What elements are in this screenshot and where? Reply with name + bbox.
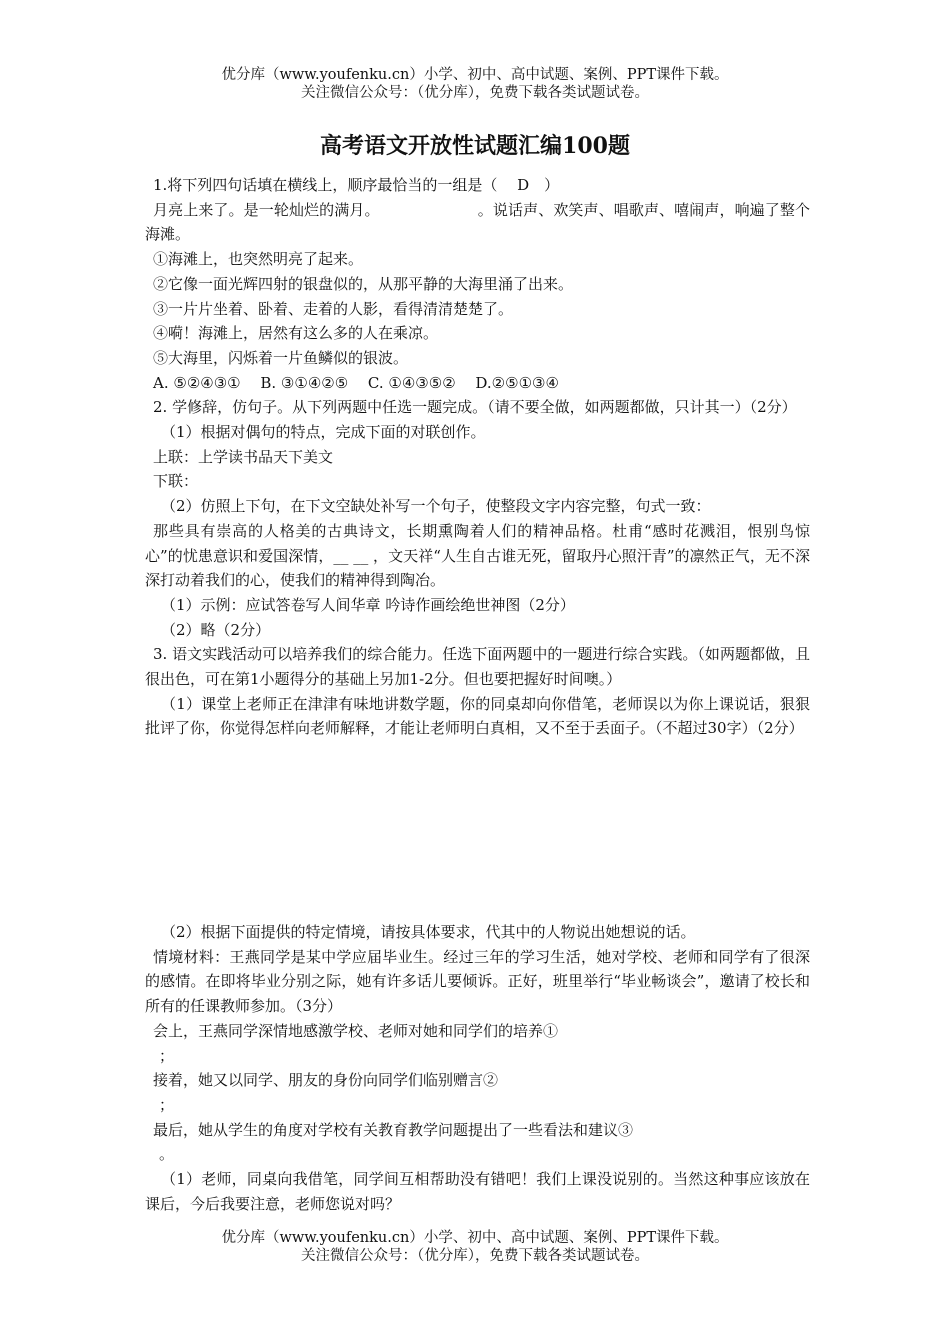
q2-answer-2: （2）略（2分） [161,620,271,639]
q1-option-4: ④嗬！海滩上，居然有这么多的人在乘凉。 [153,324,439,343]
page-footer [0,1229,950,1265]
q1-stem: 1.将下列四句话填在横线上，顺序最恰当的一组是（ D ） [153,176,560,194]
q2-answer-1: （1）示例：应试答卷写人间华章 吟诗作画绘绝世神图（2分） [161,595,575,614]
q3-material: 情境材料：王燕同学是某中学应届毕业生。经过三年的学习生活，她对学校、老师和同学有了很深的感情。在即将毕业分别之际，她有许多话儿要倾诉。正好，班里举行“毕业畅谈会”，邀请了校长和所有的任课教师参加。（3分） [145,947,810,1016]
q2-lower-couplet: 下联： [153,472,199,491]
q2-passage: 那些具有崇高的人格美的古典诗文，长期熏陶着人们的精神品格。杜甫“感时花溅泪，恨别鸟惊心”的忧患意识和爱国深情，__ __ ，文天祥“人生自古谁无死，留取丹心照汗青”的凛然正气，无不深深打动着我们的心，使我们的精神得到陶冶。 [145,521,810,590]
footer-line-2: 关注微信公众号：（优分库），免费下载各类试题试卷。 [301,1248,649,1264]
q2-sub2: （2）仿照上下句，在下文空缺处补写一个句子，使整段文字内容完整，句式一致： [161,497,711,516]
q3-sub1: （1）课堂上老师正在津津有味地讲数学题，你的同桌却向你借笔，老师误以为你上课说话，狠狠批评了你，你觉得怎样向老师解释，才能让老师明白真相，又不至于丢面子。（不超过30字）（2分） [145,694,810,738]
q1-option-1: ①海滩上，也突然明亮了起来。 [153,250,364,269]
q3-sub2: （2）根据下面提供的特定情境，请按具体要求，代其中的人物说出她想说的话。 [161,923,696,941]
header-line-2: 关注微信公众号：（优分库），免费下载各类试题试卷。 [301,85,649,101]
q1-passage: 月亮上来了。是一轮灿烂的满月。 。说话声、欢笑声、唱歌声、嘻闹声，响遍了整个海滩。 [145,200,810,244]
footer-line-1: 优分库（www.youfenku.cn）小学、初中、高中试题、案例、PPT课件下载。 [221,1230,729,1246]
q3-line-1: 会上，王燕同学深情地感激学校、老师对她和同学们的培养① [153,1021,559,1040]
q1-option-5: ⑤大海里，闪烁着一片鱼鳞似的银波。 [153,348,409,367]
page-header [0,66,950,102]
q3-line-3-end: 。 [159,1145,175,1164]
document-body-continued [145,920,810,1216]
document-title: 高考语文开放性试题汇编100题 [320,133,630,159]
q1-option-3: ③一片片坐着、卧着、走着的人影，看得清清楚楚了。 [153,299,514,318]
q3-answer-1: （1）老师，同桌向我借笔，同学间互相帮助没有错吧！我们上课没说别的。当然这种事应该放在课后，今后我要注意，老师您说对吗？ [145,1170,810,1213]
q2-upper-couplet: 上联：上学读书品天下美文 [153,447,334,466]
header-line-1: 优分库（www.youfenku.cn）小学、初中、高中试题、案例、PPT课件下载。 [221,67,729,83]
q3-stem: 3. 语文实践活动可以培养我们的综合能力。任选下面两题中的一题进行综合实践。（如两题都做，且很出色，可在第1小题得分的基础上另加1-2分。但也要把握好时间噢。） [145,645,810,689]
q3-line-2-end: ； [159,1095,175,1114]
q1-choices: A. ⑤②④③① B. ③①④②⑤ C. ①④③⑤② D.②⑤①③④ [153,373,559,392]
q3-line-2: 接着，她又以同学、朋友的身份向同学们临别赠言② [153,1071,499,1090]
document-body [145,173,810,741]
q1-option-2: ②它像一面光辉四射的银盘似的，从那平静的大海里涌了出来。 [153,274,574,293]
q3-line-3: 最后，她从学生的角度对学校有关教育教学问题提出了一些看法和建议③ [153,1120,634,1139]
q2-stem: 2. 学修辞，仿句子。从下列两题中任选一题完成。（请不要全做，如两题都做，只计其一）（2分） [153,398,797,417]
q3-line-1-end: ； [159,1046,175,1065]
q2-sub1: （1）根据对偶句的特点，完成下面的对联创作。 [161,423,486,442]
